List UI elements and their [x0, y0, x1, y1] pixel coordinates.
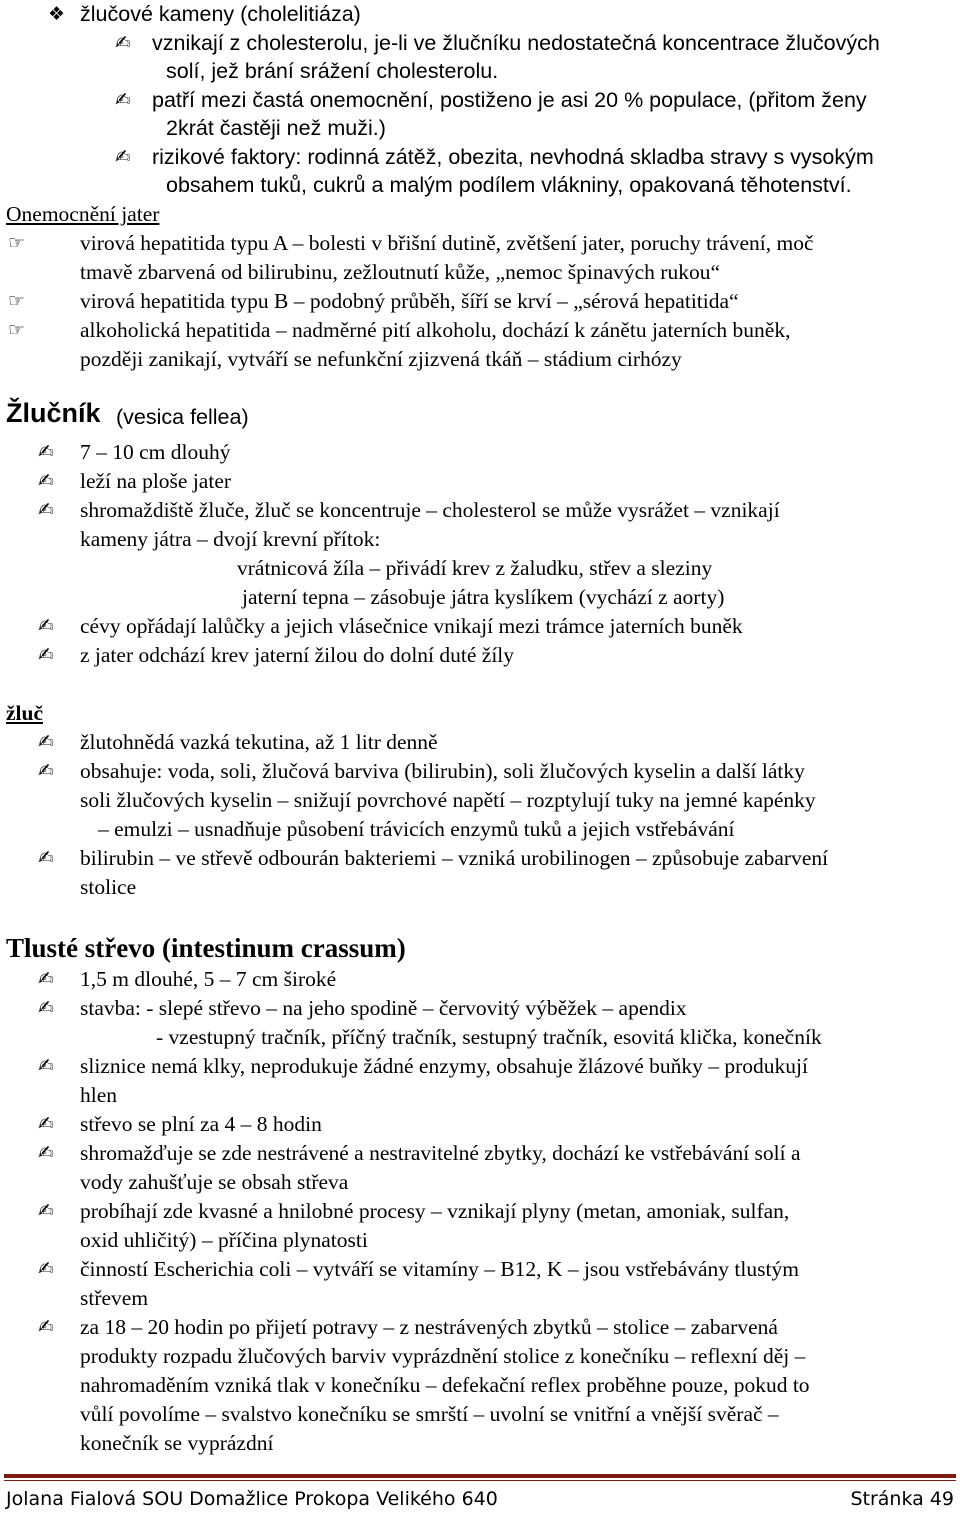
arrow-bullet-icon: ✍	[38, 968, 54, 990]
list-item-text: 1,5 m dlouhé, 5 – 7 cm široké	[80, 967, 337, 991]
list-item-text: tmavě zbarvená od bilirubinu, zežloutnutí kůže, „nemoc špinavých rukou“	[80, 260, 721, 284]
pointing-hand-icon: ☞	[8, 232, 26, 254]
list-item-text: leží na ploše jater	[80, 469, 232, 493]
arrow-bullet-icon: ✍	[38, 1316, 54, 1338]
pointing-hand-icon: ☞	[8, 290, 26, 312]
footer-divider-thick	[4, 1474, 956, 1478]
list-item-text: střevo se plní za 4 – 8 hodin	[80, 1112, 322, 1136]
list-item-text: obsahem tuků, cukrů a malým podílem vlákniny, opakovaná těhotenství.	[166, 173, 852, 197]
list-item-text: solí, jež brání srážení cholesterolu.	[166, 59, 499, 83]
list-item-text: shromažďuje se zde nestrávené a nestravitelné zbytky, dochází ke vstřebávání solí a	[80, 1141, 801, 1165]
list-item-text: soli žlučových kyselin – snižují povrchové napětí – rozptylují tuky na jemné kapénky	[80, 788, 816, 812]
footer-page-number: Stránka 49	[850, 1488, 954, 1510]
footer-author: Jolana Fialová SOU Domažlice Prokopa Velikého 640	[6, 1488, 498, 1510]
arrow-bullet-icon: ✍	[38, 1055, 54, 1077]
arrow-bullet-icon: ✍	[115, 146, 131, 168]
blood-supply-text: jaterní tepna – zásobuje játra kyslíkem (vychází z aorty)	[242, 585, 725, 609]
list-item-text: činností Escherichia coli – vytváří se vitamíny – B12, K – jsou vstřebávány tlustým	[80, 1257, 799, 1281]
arrow-bullet-icon: ✍	[38, 615, 54, 637]
gallbladder-subtitle: (vesica fellea)	[116, 405, 249, 429]
list-item-text: probíhají zde kvasné a hnilobné procesy – vznikají plyny (metan, amoniak, sulfan,	[80, 1199, 790, 1223]
list-item-text: cévy opřádají lalůčky a jejich vlásečnice vnikají mezi trámce jaterních buněk	[80, 614, 743, 638]
arrow-bullet-icon: ✍	[38, 1258, 54, 1280]
arrow-bullet-icon: ✍	[38, 731, 54, 753]
arrow-bullet-icon: ✍	[38, 470, 54, 492]
list-item-text: - vzestupný tračník, příčný tračník, sestupný tračník, esovitá klička, konečník	[156, 1025, 822, 1049]
list-item-text: vznikají z cholesterolu, je-li ve žlučníku nedostatečná koncentrace žlučových	[152, 31, 880, 55]
list-item-text: virová hepatitida typu A – bolesti v břišní dutině, zvětšení jater, poruchy trávení, moč	[80, 231, 814, 255]
list-item-text: střevem	[80, 1286, 149, 1310]
footer-divider-thin	[4, 1480, 956, 1481]
arrow-bullet-icon: ✍	[115, 32, 131, 54]
arrow-bullet-icon: ✍	[38, 1200, 54, 1222]
arrow-bullet-icon: ✍	[38, 499, 54, 521]
list-item-text: žlutohnědá vazká tekutina, až 1 litr denně	[80, 730, 438, 754]
arrow-bullet-icon: ✍	[38, 760, 54, 782]
list-item-text: virová hepatitida typu B – podobný průběh, šíří se krví – „sérová hepatitida“	[80, 289, 739, 313]
arrow-bullet-icon: ✍	[38, 1113, 54, 1135]
blood-supply-text: vrátnicová žíla – přivádí krev z žaludku, střev a sleziny	[237, 556, 713, 580]
list-item-text: stolice	[80, 875, 137, 899]
list-item-text: rizikové faktory: rodinná zátěž, obezita, nevhodná skladba stravy s vysokým	[152, 145, 874, 169]
arrow-bullet-icon: ✍	[38, 441, 54, 463]
list-item-text: nahromaděním vzniká tlak v konečníku – defekační reflex proběhne pouze, pokud to	[80, 1373, 810, 1397]
diamond-bullet-icon: ❖	[48, 3, 66, 25]
list-item-text: 2krát častěji než muži.)	[166, 116, 386, 140]
list-item-text: hlen	[80, 1083, 118, 1107]
large-intestine-heading: Tlusté střevo (intestinum crassum)	[6, 933, 406, 963]
pointing-hand-icon: ☞	[8, 319, 26, 341]
list-item-text: 7 – 10 cm dlouhý	[80, 440, 231, 464]
list-item-text: oxid uhličitý) – příčina plynatosti	[80, 1228, 368, 1252]
list-item-text: kameny játra – dvojí krevní přítok:	[80, 527, 381, 551]
list-item-text: stavba: - slepé střevo – na jeho spodině – červovitý výběžek – apendix	[80, 996, 687, 1020]
list-item-text: vody zahušťuje se obsah střeva	[80, 1170, 349, 1194]
list-item-text: – emulzi – usnadňuje působení trávicích enzymů tuků a jejich vstřebávání	[98, 817, 735, 841]
list-item-text: patří mezi častá onemocnění, postiženo je asi 20 % populace, (přitom ženy	[152, 88, 867, 112]
arrow-bullet-icon: ✍	[115, 89, 131, 111]
bile-heading: žluč	[6, 701, 44, 725]
arrow-bullet-icon: ✍	[38, 997, 54, 1019]
arrow-bullet-icon: ✍	[38, 644, 54, 666]
list-item-text: bilirubin – ve střevě odbourán bakteriemi – vzniká urobilinogen – způsobuje zabarvení	[80, 846, 829, 870]
gallstones-heading: žlučové kameny (cholelitiáza)	[80, 2, 361, 26]
liver-diseases-heading: Onemocnění jater	[6, 202, 160, 226]
list-item-text: konečník se vyprázdní	[80, 1431, 274, 1455]
gallbladder-title: Žlučník	[6, 398, 101, 428]
list-item-text: později zanikají, vytváří se nefunkční zjizvená tkáň – stádium cirhózy	[80, 347, 682, 371]
list-item-text: z jater odchází krev jaterní žilou do dolní duté žíly	[80, 643, 515, 667]
list-item-text: alkoholická hepatitida – nadměrné pití alkoholu, dochází k zánětu jaterních buněk,	[80, 318, 791, 342]
list-item-text: shromaždiště žluče, žluč se koncentruje – cholesterol se může vysrážet – vznikají	[80, 498, 780, 522]
list-item-text: produkty rozpadu žlučových barviv vyprázdnění stolice z konečníku – reflexní děj –	[80, 1344, 806, 1368]
arrow-bullet-icon: ✍	[38, 1142, 54, 1164]
list-item-text: obsahuje: voda, soli, žlučová barviva (bilirubin), soli žlučových kyselin a další látky	[80, 759, 805, 783]
list-item-text: vůlí povolíme – svalstvo konečníku se smrští – uvolní se vnitřní a vnější svěrač –	[80, 1402, 779, 1426]
list-item-text: sliznice nemá klky, neprodukuje žádné enzymy, obsahuje žlázové buňky – produkují	[80, 1054, 808, 1078]
list-item-text: za 18 – 20 hodin po přijetí potravy – z nestrávených zbytků – stolice – zabarvená	[80, 1315, 778, 1339]
arrow-bullet-icon: ✍	[38, 847, 54, 869]
